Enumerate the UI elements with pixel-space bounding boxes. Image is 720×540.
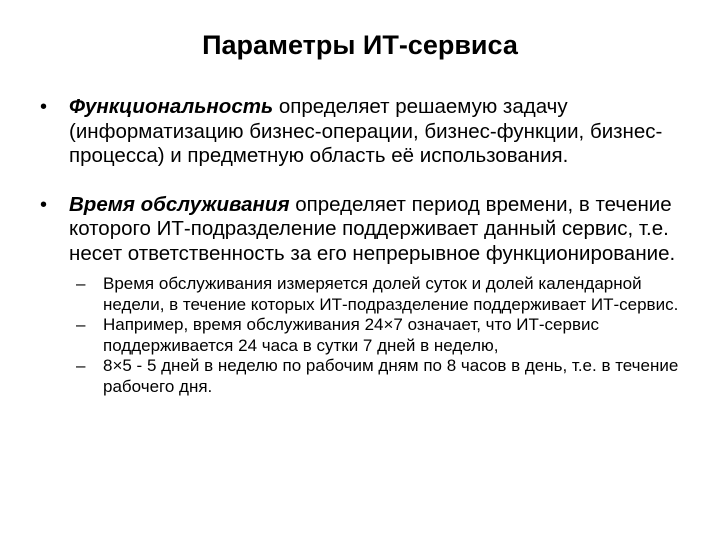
bullet-term: Время обслуживания: [69, 192, 290, 216]
bullet-marker: •: [40, 193, 48, 216]
bullet-text: определяет решаемую задачу (информатизацию бизнес-операции, бизнес-функции, бизнес-процесса) и предметную область её использования.: [69, 95, 663, 167]
bullet-list: [40, 95, 700, 397]
bullet-marker: •: [40, 96, 48, 118]
sub-bullet-text: 8×5 - 5 дней в неделю по рабочим дням по 8 часов в день, т.е. в течение рабочего дня.: [103, 356, 679, 396]
bullet-term: Функциональность: [69, 95, 274, 118]
sub-bullet-text: Время обслуживания измеряется долей суток и долей календарной недели, в течение которых ИТ-подразделение поддерживает ИТ-сервис.: [103, 274, 679, 314]
sub-bullet: [76, 274, 700, 315]
bullet-service-time: [40, 193, 700, 398]
slide-title: Параметры ИТ-сервиса: [202, 30, 518, 60]
sub-bullet-list: [76, 274, 700, 397]
sub-bullet: [76, 315, 700, 356]
bullet-functionality: [40, 95, 700, 169]
bullet-text: определяет период времени, в течение которого ИТ-подразделение поддерживает данный сервис, т.е. несет ответственность за его непрерывное функционирование.: [69, 192, 676, 265]
sub-bullet-marker: –: [76, 274, 86, 293]
sub-bullet: [76, 356, 700, 397]
sub-bullet-marker: –: [76, 315, 86, 334]
sub-bullet-text: Например, время обслуживания 24×7 означает, что ИТ-сервис поддерживается 24 часа в сутки 7 дней в неделю,: [103, 315, 599, 355]
sub-bullet-marker: –: [76, 356, 86, 375]
